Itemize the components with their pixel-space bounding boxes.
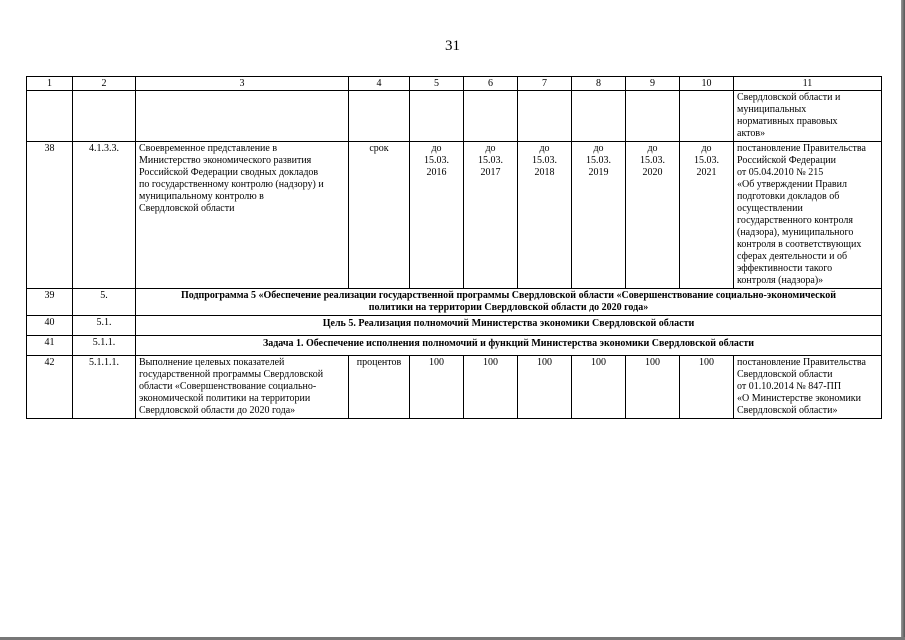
value-cell: 100 xyxy=(572,356,626,419)
value-cell: 100 xyxy=(626,356,680,419)
table-row xyxy=(27,91,882,142)
column-header: 1 xyxy=(27,77,73,91)
table-row xyxy=(27,142,882,289)
unit-cell: срок xyxy=(349,142,410,289)
column-header: 2 xyxy=(73,77,136,91)
subprogram-title: Подпрограмма 5 «Обеспечение реализации государственной программы Свердловской области «Совершенствование социально-экономической политики на территории Свердловской области до 2020 года» xyxy=(136,289,882,316)
scan-edge-right xyxy=(901,0,905,640)
section-row xyxy=(27,289,882,316)
unit-cell: процентов xyxy=(349,356,410,419)
value-cell: 100 xyxy=(410,356,464,419)
value-cell: 100 xyxy=(464,356,518,419)
column-header: 9 xyxy=(626,77,680,91)
row-number: 42 xyxy=(27,356,73,419)
column-header: 11 xyxy=(734,77,882,91)
table-cell xyxy=(464,91,518,142)
page-number: 31 xyxy=(445,38,460,54)
column-header: 8 xyxy=(572,77,626,91)
value-cell: до 15.03. 2016 xyxy=(410,142,464,289)
table-cell xyxy=(73,91,136,142)
value-cell: до 15.03. 2019 xyxy=(572,142,626,289)
indicator-name: Выполнение целевых показателей государственной программы Свердловской области «Совершенствование социально- экономической политики на территории Свердловской области до 2020 года» xyxy=(136,356,349,419)
table-cell xyxy=(626,91,680,142)
value-cell: 100 xyxy=(518,356,572,419)
row-code: 5.1.1.1. xyxy=(73,356,136,419)
table-cell xyxy=(136,91,349,142)
indicator-name: Своевременное представление в Министерство экономического развития Российской Федерации сводных докладов по государственному контролю (надзору) и муниципальному контролю в Свердловской области xyxy=(136,142,349,289)
goal-title: Цель 5. Реализация полномочий Министерства экономики Свердловской области xyxy=(136,316,882,336)
column-header: 10 xyxy=(680,77,734,91)
row-code: 5.1.1. xyxy=(73,336,136,356)
value-cell: 100 xyxy=(680,356,734,419)
column-number-row xyxy=(27,77,882,91)
column-header: 6 xyxy=(464,77,518,91)
column-header: 4 xyxy=(349,77,410,91)
table-cell xyxy=(410,91,464,142)
section-row xyxy=(27,336,882,356)
row-code: 5. xyxy=(73,289,136,316)
row-number: 38 xyxy=(27,142,73,289)
value-cell: до 15.03. 2020 xyxy=(626,142,680,289)
column-header: 3 xyxy=(136,77,349,91)
task-title: Задача 1. Обеспечение исполнения полномочий и функций Министерства экономики Свердловской области xyxy=(136,336,882,356)
value-cell: до 15.03. 2018 xyxy=(518,142,572,289)
table-cell xyxy=(680,91,734,142)
row-number: 41 xyxy=(27,336,73,356)
column-header: 5 xyxy=(410,77,464,91)
column-header: 7 xyxy=(518,77,572,91)
table-cell xyxy=(349,91,410,142)
row-code: 4.1.3.3. xyxy=(73,142,136,289)
row-code: 5.1. xyxy=(73,316,136,336)
table-row xyxy=(27,356,882,419)
value-cell: до 15.03. 2017 xyxy=(464,142,518,289)
table-cell xyxy=(572,91,626,142)
basis-cell: постановление Правительства Российской Федерации от 05.04.2010 № 215 «Об утверждении Правил подготовки докладов об осуществлении государственного контроля (надзора), муниципального контроля в соответствующих сферах деятельности и об эффективности такого контроля (надзора)» xyxy=(734,142,882,289)
indicators-table xyxy=(26,76,882,419)
basis-cell: постановление Правительства Свердловской области от 01.10.2014 № 847-ПП «О Министерстве экономики Свердловской области» xyxy=(734,356,882,419)
section-row xyxy=(27,316,882,336)
basis-cell: Свердловской области и муниципальных нормативных правовых актов» xyxy=(734,91,882,142)
table-cell xyxy=(518,91,572,142)
row-number: 39 xyxy=(27,289,73,316)
table-cell xyxy=(27,91,73,142)
row-number: 40 xyxy=(27,316,73,336)
value-cell: до 15.03. 2021 xyxy=(680,142,734,289)
